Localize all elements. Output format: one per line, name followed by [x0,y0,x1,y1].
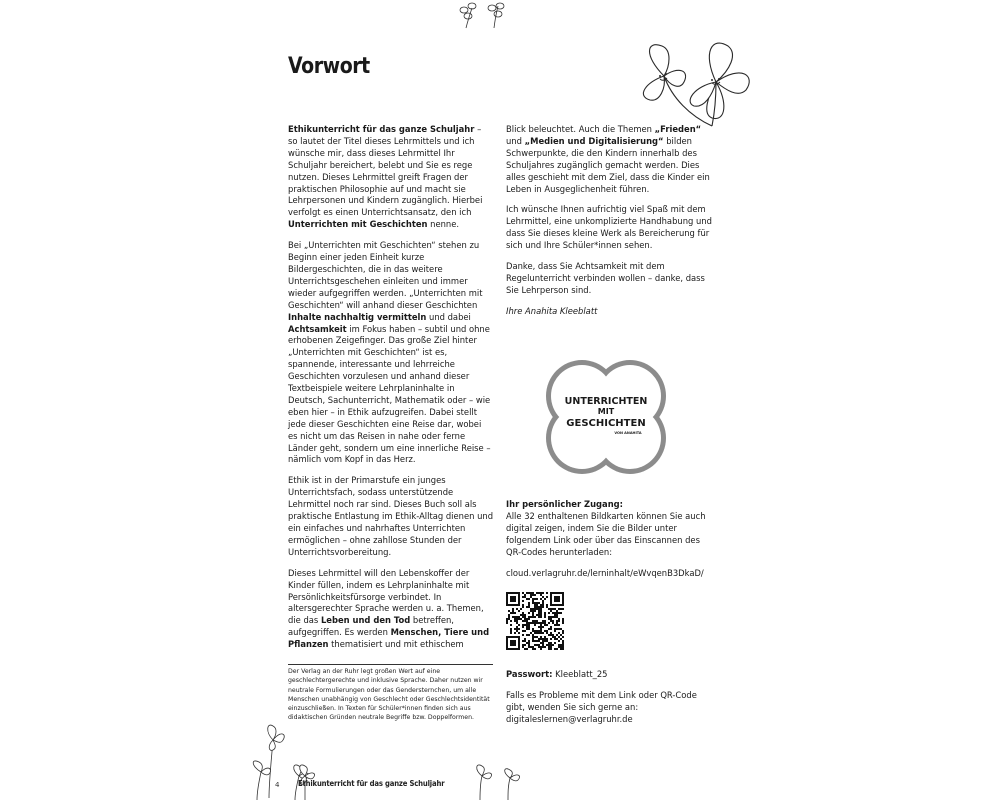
life-suitcase-paragraph [288,568,493,651]
text-run: – so lautet der Titel dieses Lehrmittels und ich wünsche mir, dass dieses Lehrmittel Ihr Schuljahr bereichert, belebt und Sie es rege nutzen. Dieses Lehrmittel greift Fragen der praktischen Philosophie auf und macht sie Lehrpersonen und Kindern zugänglich. Hierbei verfolgt es einen Unterrichtsansatz, den ich [288,124,483,218]
text-run: Dieses Lehrmittel will den Lebenskoffer der Kinder füllen, indem es Lehrplaninhalte mit Persönlichkeitsfürsorge verbindet. In altersgerechter Sprache werden u. a. Themen, die das [288,567,484,626]
clover-sprigs-top-icon [452,0,512,30]
left-text-column [288,124,493,660]
text-run: Blick beleuchtet. Auch die Themen [506,124,655,134]
password-section [506,669,716,726]
access-section [506,499,716,588]
bold-text-run: Inhalte nachhaltig vermitteln [288,311,427,322]
bold-text-run: Achtsamkeit [288,323,347,334]
footer-title: Ethikunterricht für das ganze Schuljahr [298,779,445,788]
help-text [506,690,716,726]
logo-line-1: UNTERRICHTEN [564,396,648,407]
thanks-paragraph [506,261,716,297]
text-run: Ich wünsche Ihnen aufrichtig viel Spaß mit dem Lehrmittel, eine unkomplizierte Handhabung und dass Sie dieses kleine Werk als Bereicherung für sich und Ihre Schüler*innen sehen. [506,204,712,251]
text-run: nenne. [427,219,460,230]
page-number: 4 [275,781,280,789]
bold-text-run: „Frieden“ [654,124,702,134]
text-run: Danke, dass Sie Achtsamkeit mit dem Regelunterricht verbinden wollen – danke, dass Sie Lehrperson sind. [506,261,705,295]
text-run: bilden Schwerpunkte, die den Kindern innerhalb des Schuljahres zugänglich gemacht werden. Dies alles geschieht mit dem Ziel, dass die Kinder ein Leben in Ausgeglichenheit führen. [506,135,710,194]
logo-line-4: VON ANAHITA [614,431,642,435]
text-run: und [506,135,525,146]
text-run: thematisiert und mit ethischem [328,639,464,650]
text-run: im Fokus haben – subtil und ohne erhobenen Zeigefinger. Das große Ziel hinter „Unterrichten mit Geschichten“ ist es, spannende, interessante und lehrreiche Geschichten vorzulesen und anhand dieser Textbeispiele weitere Lehrplaninhalte in Deutsch, Sachunterricht, Mathematik oder – wie eben hier – in Ethik aufzugreifen. Dabei stellt jede dieser Geschichten eine Reise dar, wobei es nicht um das Reisen in nahe oder ferne Länder geht, sondern um eine innerliche Reise – nämlich vom Kopf in das Herz. [288,323,491,465]
smiling-clover-illustration-icon [632,36,758,130]
method-paragraph [288,240,493,466]
logo-line-3: GESCHICHTEN [566,418,646,429]
topics-paragraph [506,124,716,195]
bold-text-run: Unterrichten mit Geschichten [288,219,428,230]
support-email[interactable]: digitaleslernen@verlagruhr.de [506,713,633,724]
bold-text-run: Menschen, Tiere und Pflanzen [288,627,490,650]
wishes-paragraph [506,204,716,252]
password-label: Passwort: [506,669,553,679]
ethics-paragraph [288,475,493,558]
bold-text-run: Ethikunterricht für das ganze Schuljahr [288,124,475,134]
clover-sprigs-bottom-right-icon [462,758,522,800]
help-message: Falls es Probleme mit dem Link oder QR-Code gibt, wenden Sie sich gerne an: [506,689,697,712]
text-run: und dabei [426,311,471,322]
right-text-column [506,124,716,327]
page-title: Vorwort [288,54,370,79]
unterrichten-mit-geschichten-logo [542,356,670,478]
password-value: Kleeblatt_25 [552,669,608,679]
logo-line-2: MIT [597,407,615,416]
text-run: betreffen, aufgegriffen. Es werden [288,615,454,638]
access-text: Alle 32 enthaltenen Bildkarten können Sie auch digital zeigen, indem Sie die Bilder unter folgendem Link oder über das Einscannen des QR-Codes herunterladen: [506,510,706,557]
qr-code-icon[interactable] [506,592,564,650]
bold-text-run: „Medien und Digitalisierung“ [524,135,664,146]
footnote-divider [288,664,493,665]
intro-paragraph [288,124,493,231]
password-line [506,669,716,681]
access-title: Ihr persönlicher Zugang: [506,499,624,509]
text-run: Bei „Unterrichten mit Geschichten“ stehen zu Beginn einer jeden Einheit kurze Bildergeschichten, die in das weitere Unterrichtsgeschehen einleiten und immer wieder aufgegriffen werden. „Unterrichten mit Geschichten“ will anhand dieser Geschichten [288,240,483,310]
text-run: Ethik ist in der Primarstufe ein junges Unterrichtsfach, sodass unterstützende Lehrmittel noch rar sind. Dieses Buch soll als praktische Entlastung im Ethik-Alltag dienen und ein einfaches und nahrhaftes Unterrichten ermöglichen – ohne zahllose Stunden der Unterrichtsvorbereitung. [288,475,494,557]
signature: Ihre Anahita Kleeblatt [506,305,598,316]
bold-text-run: Leben und den Tod [320,615,411,626]
footnote: Der Verlag an der Ruhr legt großen Wert auf eine geschlechtergerechte und inklusive Sprache. Daher nutzen wir neutrale Formulierungen oder das Gendersternchen, um alle Menschen unabhängig von Geschlecht oder Geschlechtsidentität einzuschließen. In Texten für Schüler*innen finden sich aus didaktischen Gründen neutrale Begriffe bzw. Doppelformen. [288,668,490,722]
download-link[interactable]: cloud.verlagruhr.de/lerninhalt/eWvqenB3DkaD/ [506,567,704,578]
